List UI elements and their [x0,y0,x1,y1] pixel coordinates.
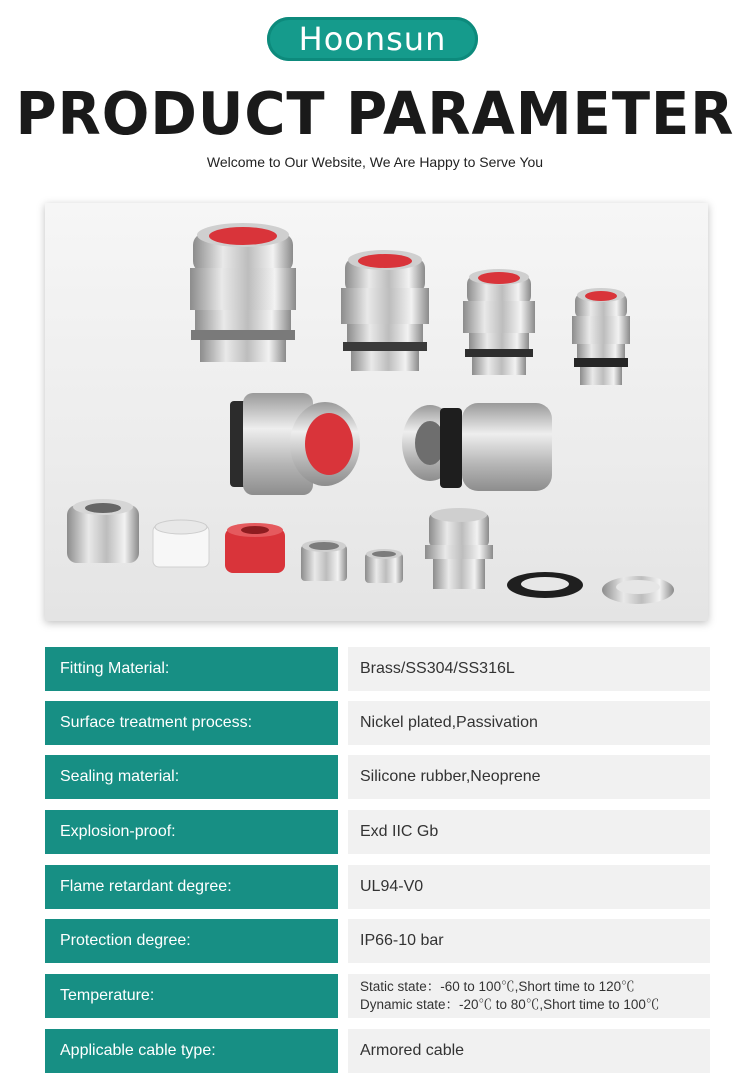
param-row-flame [45,865,710,909]
param-row-material [45,647,710,691]
param-value: IP66-10 bar [348,919,710,963]
param-value: Silicone rubber,Neoprene [348,755,710,799]
param-label: Surface treatment process: [45,701,338,745]
product-photo [45,203,708,621]
cable-gland-large [190,223,296,362]
small-ring [365,549,403,583]
param-label: Flame retardant degree: [45,865,338,909]
temperature-dynamic: Dynamic state：-20℃ to 80℃,Short time to 100℃ [360,997,660,1012]
param-label: Protection degree: [45,919,338,963]
param-label: Sealing material: [45,755,338,799]
threaded-body [425,508,493,589]
param-label: Explosion-proof: [45,810,338,854]
param-value: Brass/SS304/SS316L [348,647,710,691]
param-row-surface [45,701,710,745]
param-row-temperature [45,974,710,1018]
param-value: Exd IIC Gb [348,810,710,854]
param-label: Applicable cable type: [45,1029,338,1073]
temperature-static: Static state：-60 to 100℃,Short time to 120℃ [360,979,635,994]
cable-gland-lying-left [230,393,360,495]
claw-insert [153,520,209,567]
brand-logo: Hoonsun [267,17,478,61]
param-row-protection [45,919,710,963]
param-value [348,974,710,1018]
param-row-sealing [45,755,710,799]
page-subtitle: Welcome to Our Website, We Are Happy to Serve You [206,154,544,170]
param-value: UL94-V0 [348,865,710,909]
cable-gland-mini [572,288,630,385]
param-label: Fitting Material: [45,647,338,691]
cable-gland-small [463,269,535,375]
rubber-seal [225,523,285,573]
lock-nut [602,576,674,604]
page-title: PRODUCT PARAMETER [15,80,735,149]
metal-sleeve [301,540,347,581]
dome-cap [67,499,139,563]
param-value: Armored cable [348,1029,710,1073]
param-label: Temperature: [45,974,338,1018]
param-row-cable [45,1029,710,1073]
sealing-washer [507,572,583,598]
cable-gland-medium [341,250,429,371]
param-row-explosion [45,810,710,854]
cable-gland-lying-right [402,403,552,491]
param-value: Nickel plated,Passivation [348,701,710,745]
